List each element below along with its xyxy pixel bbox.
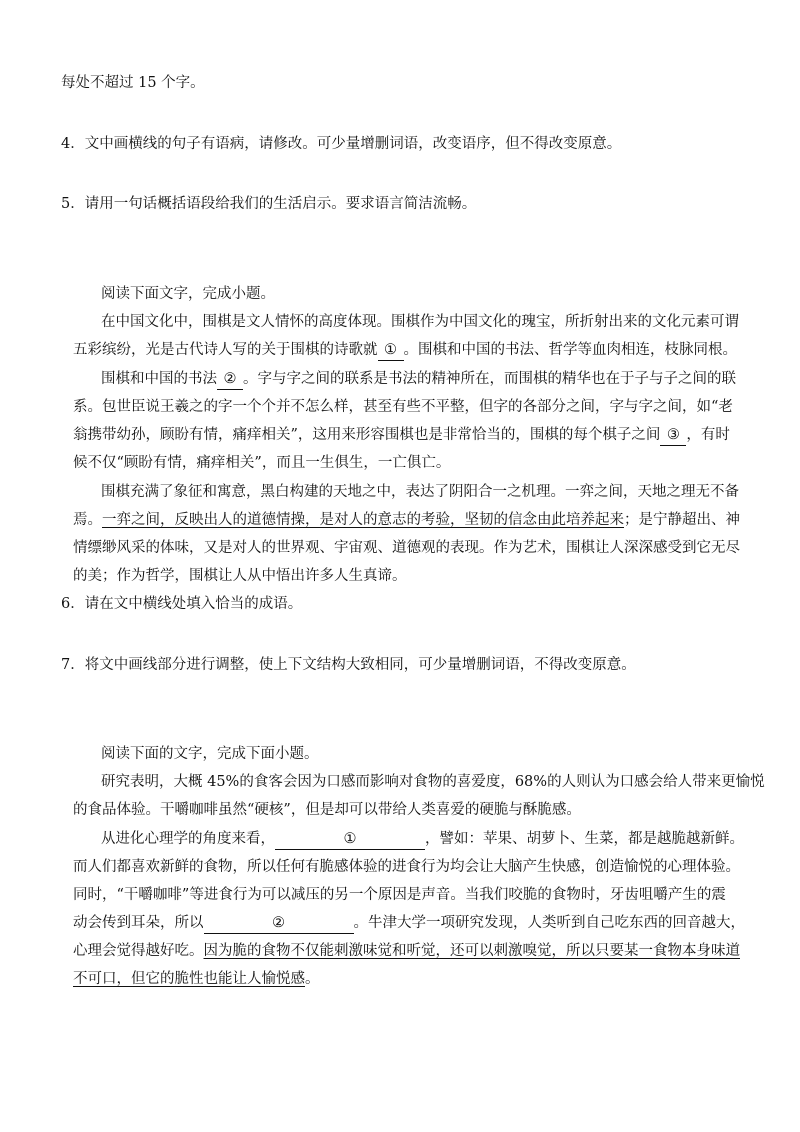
text-span: 。字与字之间的联系是书法的精神所在，而围棋的精华也在于子与子之间的联 xyxy=(243,371,736,387)
paragraph-line xyxy=(73,913,745,934)
text-span: 焉。 xyxy=(73,512,102,528)
text-span: 动会传到耳朵，所以 xyxy=(73,915,204,931)
blank-2: ② xyxy=(217,369,243,390)
paragraph-line xyxy=(73,340,737,361)
paragraph-line xyxy=(73,969,320,989)
question-5: 5．请用一句话概括语段给我们的生活启示。要求语言简洁流畅。 xyxy=(61,196,477,212)
text-span: 。 xyxy=(305,971,320,987)
paragraph-line xyxy=(73,510,740,530)
paragraph-line: 围棋充满了象征和寓意，黑白构建的天地之中，表达了阴阳合一之机理。一弈之间，天地之理无不备 xyxy=(101,484,739,500)
paragraph-line: 在中国文化中，围棋是文人情怀的高度体现。围棋作为中国文化的瑰宝，所折射出来的文化元素可谓 xyxy=(101,314,739,330)
question-4: 4．文中画横线的句子有语病，请修改。可少量增删词语，改变语序，但不得改变原意。 xyxy=(61,136,622,152)
paragraph-line: 研究表明，大概 45%的食客会因为口感而影响对食物的喜爱度，68%的人则认为口感会给人带来更愉悦 xyxy=(101,774,765,790)
text-span: 围棋和中国的书法 xyxy=(101,371,217,387)
text-span: 从进化心理学的角度来看， xyxy=(101,831,275,847)
paragraph-line: 情缥缈风采的体味，又是对人的世界观、宇宙观、道德观的表现。作为艺术，围棋让人深深感受到它无尽 xyxy=(73,540,740,556)
text-span: 五彩缤纷，光是古代诗人写的关于围棋的诗歌就 xyxy=(73,342,378,358)
question-7: 7．将文中画线部分进行调整，使上下文结构大致相同，可少量增删词语，不得改变原意。 xyxy=(61,657,636,673)
text-span: 。围棋和中国的书法、哲学等血肉相连，枝脉同根。 xyxy=(403,342,737,358)
paragraph-line xyxy=(101,369,736,390)
paragraph-line xyxy=(101,829,744,850)
underlined-sentence: 不可口，但它的脆性也能让人愉悦感 xyxy=(73,971,305,987)
text-span: ，譬如：苹果、胡萝卜、生菜，都是越脆越新鲜。 xyxy=(425,831,744,847)
paragraph-line: 候不仅“顾盼有情，痛痒相关”，而且一生俱生，一亡俱亡。 xyxy=(73,455,451,471)
paragraph-line: 同时，“干嚼咖啡”等进食行为可以减压的另一个原因是声音。当我们咬脆的食物时，牙齿咀嚼产生的震 xyxy=(73,887,726,903)
paragraph-line: 的美；作为哲学，围棋让人从中悟出许多人生真谛。 xyxy=(73,568,407,584)
paragraph-line xyxy=(73,941,740,961)
blank-1: ① xyxy=(378,340,404,361)
underlined-sentence: 一弈之间，反映出人的道德情操，是对人的意志的考验，坚韧的信念由此培养起来 xyxy=(102,512,624,528)
text-span: ，有时 xyxy=(686,427,730,443)
passage-intro: 阅读下面的文字，完成下面小题。 xyxy=(101,746,319,762)
paragraph-line: 而人们都喜欢新鲜的食物，所以任何有脆感体验的进食行为均会让大脑产生快感，创造愉悦的心理体验。 xyxy=(73,859,740,875)
paragraph-line: 的食品体验。干嚼咖啡虽然“硬核”，但是却可以带给人类喜爱的硬脆与酥脆感。 xyxy=(73,802,581,818)
text-span: ；是宁静超出、神 xyxy=(624,512,740,528)
passage-intro: 阅读下面文字，完成小题。 xyxy=(101,286,275,302)
paragraph-line xyxy=(73,425,730,446)
text-span: 心理会觉得越好吃。 xyxy=(73,943,204,959)
blank-3: ③ xyxy=(660,425,686,446)
blank-2: ② xyxy=(204,913,354,934)
blank-1: ① xyxy=(275,829,425,850)
text-span: 翁携带幼孙，顾盼有情，痛痒相关”，这用来形容围棋也是非常恰当的，围棋的每个棋子之间 xyxy=(73,427,661,443)
question-3-tail: 每处不超过 15 个字。 xyxy=(61,75,205,91)
text-span: 。牛津大学一项研究发现，人类听到自己吃东西的回音越大， xyxy=(353,915,745,931)
paragraph-line: 系。包世臣说王羲之的字一个个并不怎么样，甚至有些不平整，但字的各部分之间，字与字之间，如“老 xyxy=(73,399,733,415)
question-6: 6．请在文中横线处填入恰当的成语。 xyxy=(61,596,303,612)
underlined-sentence: 因为脆的食物不仅能刺激味觉和听觉，还可以刺激嗅觉，所以只要某一食物本身味道 xyxy=(203,943,740,959)
